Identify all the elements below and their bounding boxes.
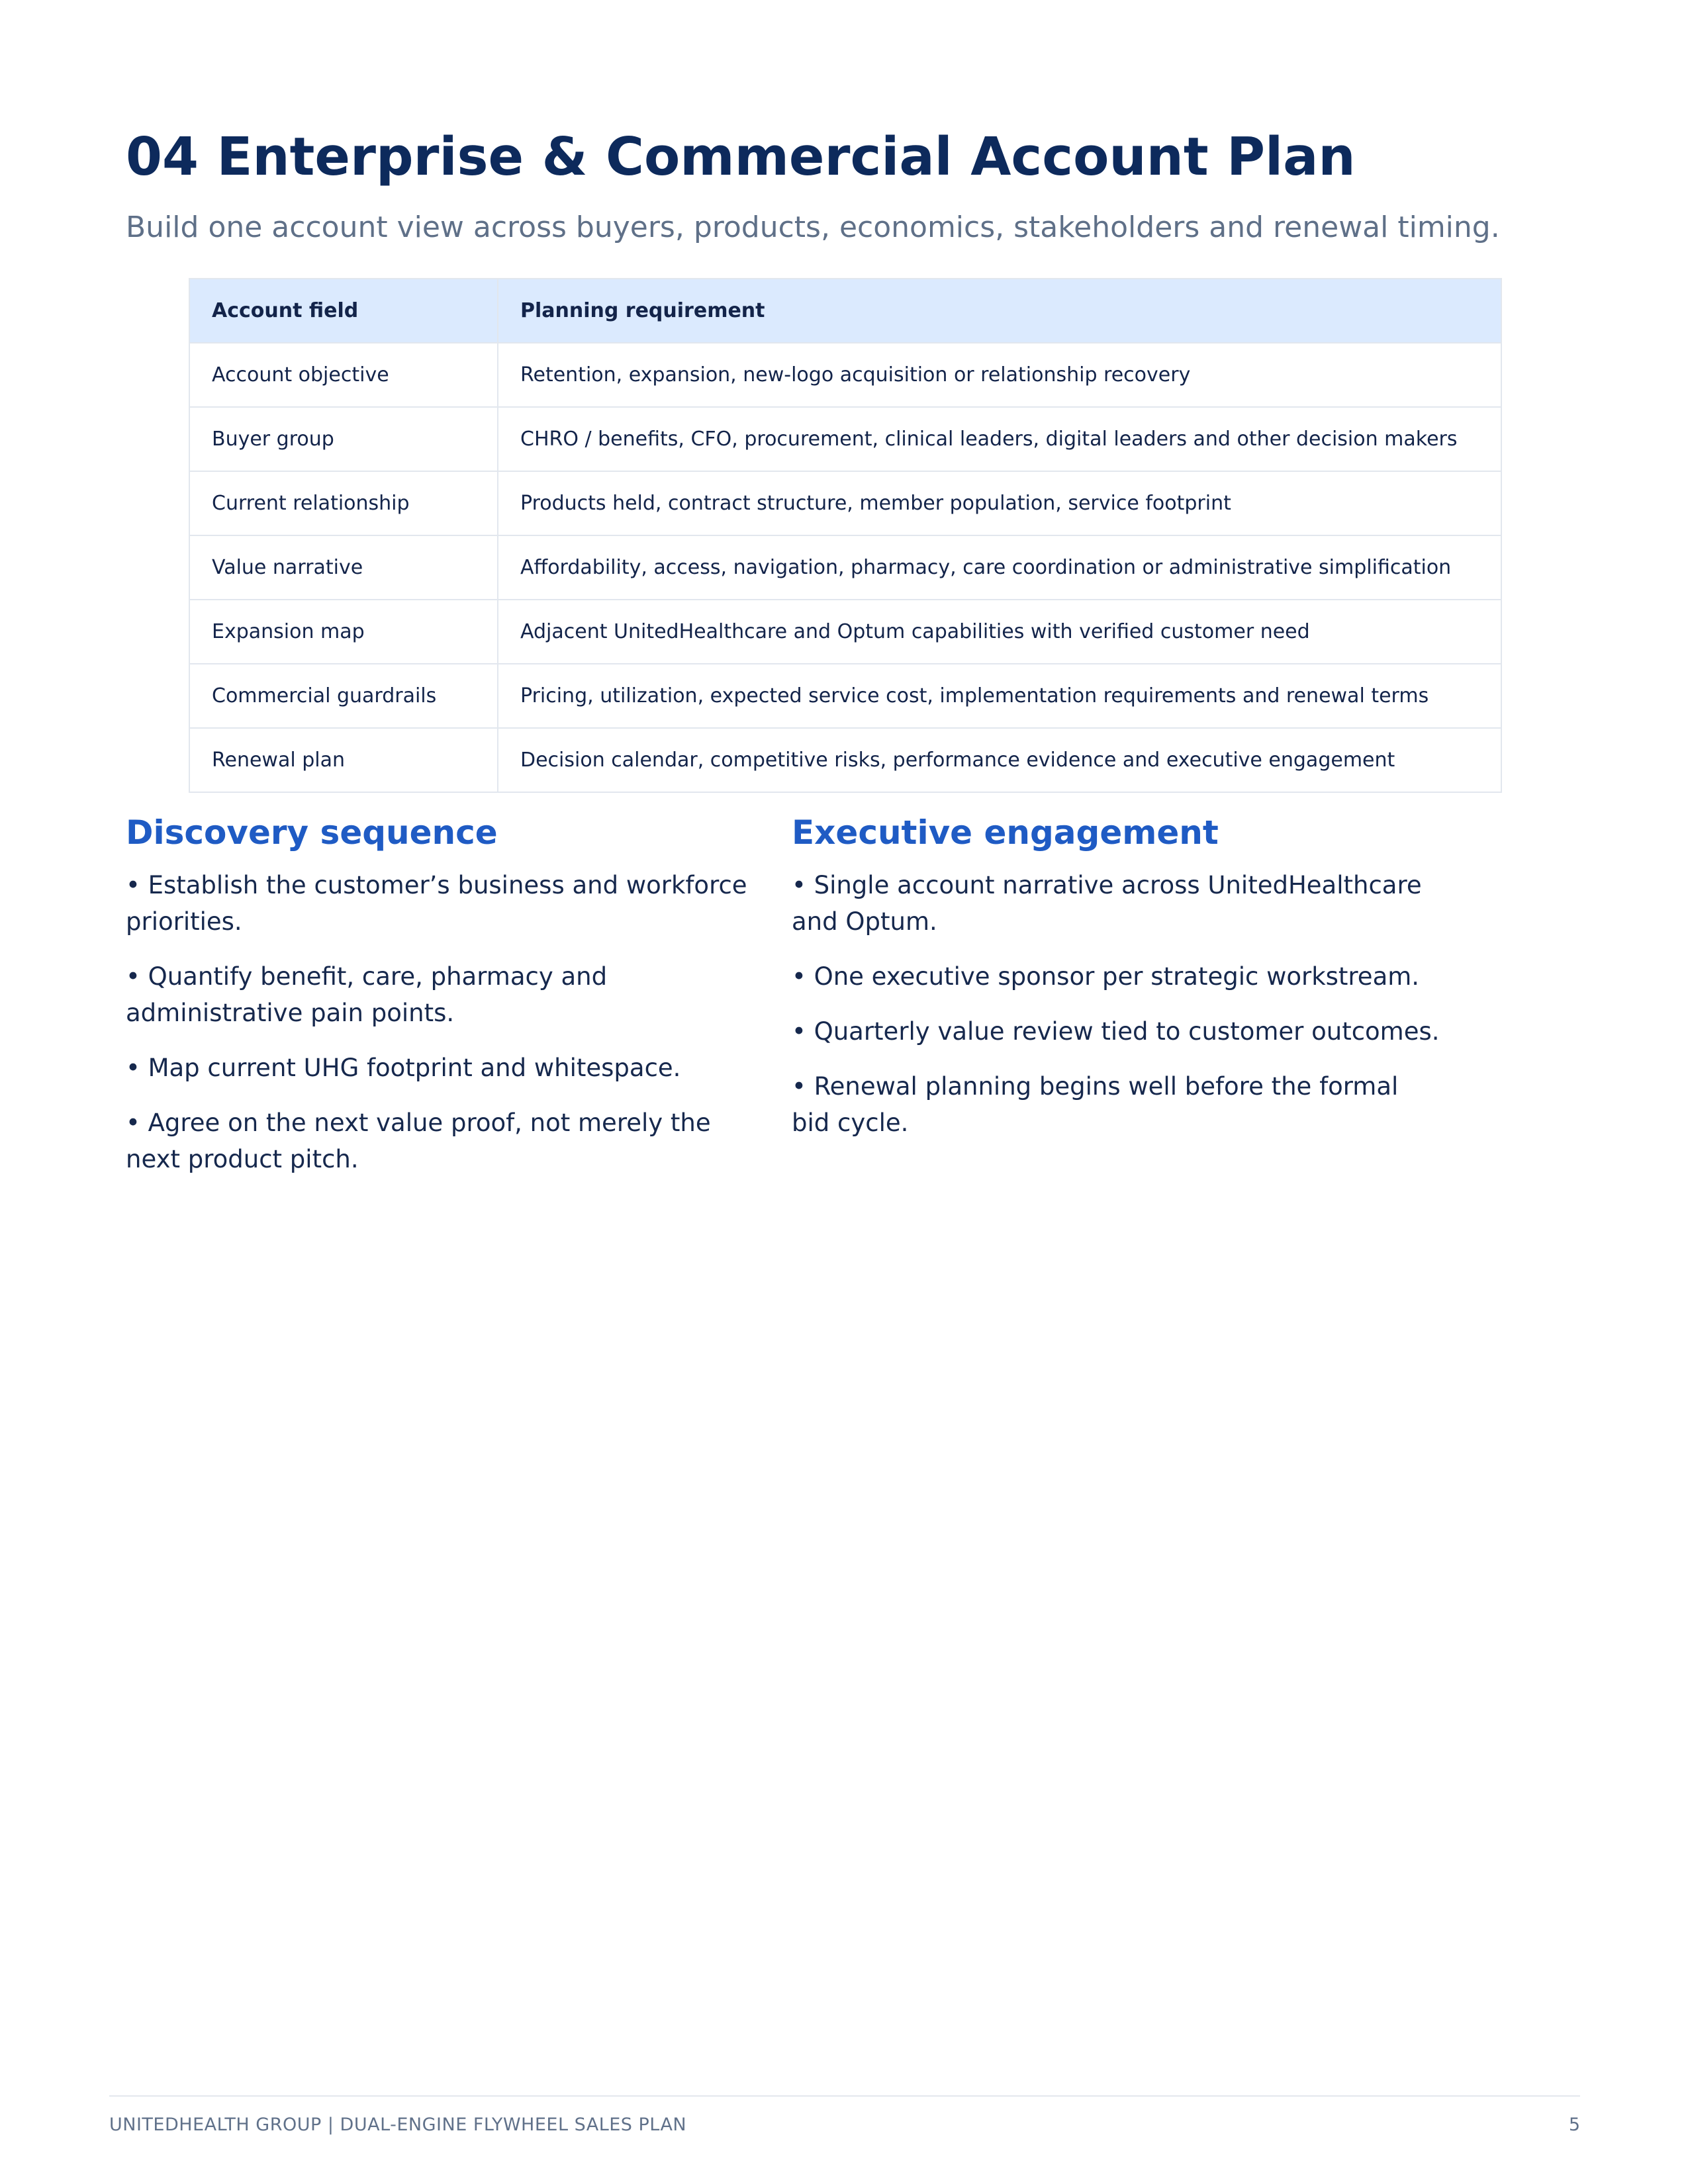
account-field-cell: Renewal plan bbox=[189, 728, 498, 792]
page-subtitle: Build one account view across buyers, products, economics, stakeholders and renewal timing. bbox=[126, 210, 1500, 244]
account-field-cell: Buyer group bbox=[189, 407, 498, 471]
planning-requirement-cell: Pricing, utilization, expected service cost, implementation requirements and renewal terms bbox=[498, 664, 1501, 728]
list-item: • Quantify benefit, care, pharmacy and administrative pain points. bbox=[126, 962, 608, 1027]
table-row bbox=[189, 664, 1501, 728]
planning-requirement-cell: Products held, contract structure, member population, service footprint bbox=[498, 471, 1501, 535]
table-row bbox=[189, 600, 1501, 664]
account-field-cell: Commercial guardrails bbox=[189, 664, 498, 728]
account-field-cell: Value narrative bbox=[189, 535, 498, 600]
table-row bbox=[189, 407, 1501, 471]
page-number: 5 bbox=[1568, 2115, 1580, 2135]
column-header-account-field: Account field bbox=[189, 279, 498, 343]
executive-list bbox=[792, 867, 1440, 1141]
list-item: • Single account narrative across UnitedHealthcare and Optum. bbox=[792, 871, 1422, 936]
discovery-list bbox=[126, 867, 755, 1177]
list-item: • Renewal planning begins well before the formal bid cycle. bbox=[792, 1072, 1399, 1137]
account-field-cell: Current relationship bbox=[189, 471, 498, 535]
list-item: • Quarterly value review tied to customer outcomes. bbox=[792, 1017, 1440, 1046]
table-row bbox=[189, 535, 1501, 600]
discovery-sequence-section bbox=[126, 813, 755, 1196]
account-field-cell: Account objective bbox=[189, 343, 498, 407]
account-plan-table bbox=[189, 278, 1502, 793]
planning-requirement-cell: CHRO / benefits, CFO, procurement, clinical leaders, digital leaders and other decision makers bbox=[498, 407, 1501, 471]
list-item: • Map current UHG footprint and whitespace. bbox=[126, 1054, 681, 1082]
planning-requirement-cell: Decision calendar, competitive risks, performance evidence and executive engagement bbox=[498, 728, 1501, 792]
executive-engagement-section bbox=[792, 813, 1440, 1160]
planning-requirement-cell: Retention, expansion, new-logo acquisition or relationship recovery bbox=[498, 343, 1501, 407]
account-field-cell: Expansion map bbox=[189, 600, 498, 664]
executive-engagement-heading: Executive engagement bbox=[792, 813, 1219, 852]
column-header-planning-requirement: Planning requirement bbox=[498, 279, 1501, 343]
list-item: • One executive sponsor per strategic workstream. bbox=[792, 962, 1420, 991]
table-row bbox=[189, 343, 1501, 407]
list-item: • Establish the customer’s business and workforce priorities. bbox=[126, 871, 747, 936]
footer-text: UNITEDHEALTH GROUP | DUAL-ENGINE FLYWHEEL SALES PLAN bbox=[109, 2115, 687, 2135]
planning-requirement-cell: Adjacent UnitedHealthcare and Optum capabilities with verified customer need bbox=[498, 600, 1501, 664]
discovery-sequence-heading: Discovery sequence bbox=[126, 813, 498, 852]
list-item: • Agree on the next value proof, not merely the next product pitch. bbox=[126, 1109, 711, 1173]
page-title: 04 Enterprise & Commercial Account Plan bbox=[126, 126, 1356, 187]
footer-divider bbox=[109, 2095, 1580, 2097]
table-row bbox=[189, 728, 1501, 792]
table-row bbox=[189, 471, 1501, 535]
planning-requirement-cell: Affordability, access, navigation, pharmacy, care coordination or administrative simplification bbox=[498, 535, 1501, 600]
table-header-row bbox=[189, 279, 1501, 343]
